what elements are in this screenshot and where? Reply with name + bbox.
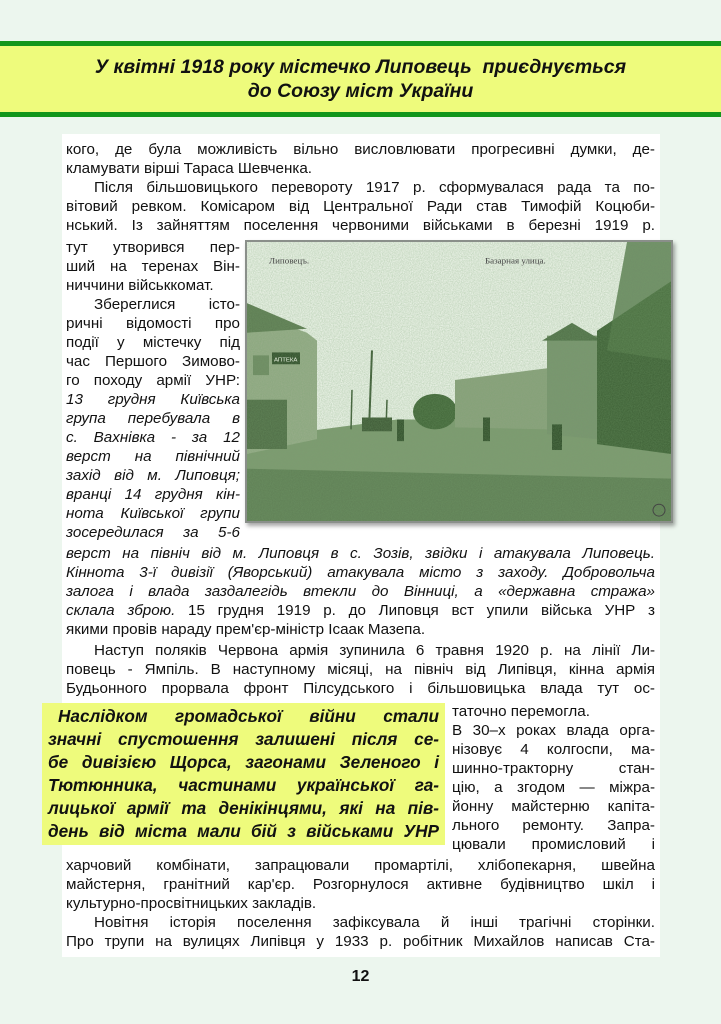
callout-line: лицької армії та денікінцями, які на пів- bbox=[48, 798, 439, 818]
body-line: вітовий ревком. Комісаром від Центральної Ради став Тимофій Коцюби- bbox=[66, 198, 655, 215]
body-line: шинно-тракторну стан- bbox=[452, 760, 655, 777]
callout-line: Тютюнника, частинами української га- bbox=[48, 775, 439, 795]
pharmacy-sign-text: АПТЕКА bbox=[274, 357, 298, 364]
callout-line: день від міста мали бій з військами УНР bbox=[48, 821, 439, 841]
body-line-italic: залога і влада заздалегідь втекли до Вінниці, а «державна стража» bbox=[66, 583, 655, 600]
body-line-italic: верст на північний bbox=[66, 448, 240, 465]
body-line: цювали промисловий і bbox=[452, 836, 655, 853]
callout-line: значні спустошення залишені після се- bbox=[48, 729, 439, 749]
chapter-title-line-1: У квітні 1918 року містечко Липовець приєднується bbox=[94, 56, 627, 78]
historic-street-photo bbox=[245, 240, 673, 523]
body-line: Будьонного прорвала фронт Пілсудського і більшовицька влада тут ос- bbox=[66, 680, 655, 697]
body-line: харчовий комбінати, запрацювали промартілі, хлібопекарня, швейна bbox=[66, 857, 655, 874]
body-line-italic: верст на північ від м. Липовця в с. Зозів, звідки і атакувала Липовець. bbox=[66, 545, 655, 562]
photo-caption-left: Липовецъ. bbox=[269, 255, 310, 266]
body-line: Новітня історія поселення зафіксувала й інші трагічні сторінки. bbox=[94, 914, 655, 931]
body-line: таточно перемогла. bbox=[452, 703, 590, 720]
normal-fragment: 15 грудня 1919 р. до Липовця вст упили війська УНР з bbox=[175, 602, 655, 619]
body-line: кого, де була можливість вільно висловлювати прогресивні думки, де- bbox=[66, 141, 655, 158]
body-line-mixed bbox=[66, 601, 655, 620]
body-line: майстерня, гранітний кар'єр. Розгорнулося активне будівництво шкіл і bbox=[66, 876, 655, 893]
body-line-italic: група перебувала в bbox=[66, 410, 240, 427]
body-line-italic: Кіннота 3-ї дивізії (Яворський) атакувала місто з заходу. Добровольча bbox=[66, 564, 655, 581]
callout-line: Наслідком громадської війни стали bbox=[58, 706, 439, 726]
body-line: час Першого Зимово- bbox=[66, 353, 240, 370]
body-line: Про трупи на вулицях Липівця у 1933 р. робітник Михайлов написав Ста- bbox=[66, 933, 655, 950]
body-line: льного ремонту. Запра- bbox=[452, 817, 655, 834]
body-line-italic: вранці 14 грудня кін- bbox=[66, 486, 240, 503]
body-line: В 30–х роках влада орга- bbox=[452, 722, 655, 739]
body-line: події у містечку під bbox=[66, 334, 240, 351]
body-line: Збереглися істо- bbox=[94, 296, 240, 313]
body-line: ниччини військкомат. bbox=[66, 277, 214, 294]
page-number: 12 bbox=[351, 968, 370, 985]
body-line: ший на теренах Він- bbox=[66, 258, 240, 275]
body-line: нський. Із зайняттям поселення червоними військами в березні 1919 р. bbox=[66, 217, 655, 234]
body-line-italic: зосередилася за 5-6 bbox=[66, 524, 240, 541]
callout-line: бе дивізією Щорса, загонами Зеленого і bbox=[48, 752, 439, 772]
body-line: Наступ поляків Червона армія зупинила 6 травня 1920 р. на лінії Ли- bbox=[94, 642, 655, 659]
street-scene-illustration bbox=[247, 242, 671, 521]
body-line: цію, а згодом — міжра- bbox=[452, 779, 655, 796]
body-line: йонну майстерню капіта- bbox=[452, 798, 655, 815]
chapter-title-band bbox=[0, 41, 721, 117]
body-line: кламувати вірші Тараса Шевченка. bbox=[66, 160, 313, 177]
body-line: Після більшовицького перевороту 1917 р. сформувалася рада та по- bbox=[94, 179, 655, 196]
body-line: культурно-просвітницьких закладів. bbox=[66, 895, 317, 912]
body-line: нізовує 4 колгоспи, ма- bbox=[452, 741, 655, 758]
body-line-italic: захід від м. Липовця; bbox=[66, 467, 240, 484]
body-line: повець - Ямпіль. В наступному місяці, на північ від Липівця, кінна армія bbox=[66, 661, 655, 678]
highlight-callout bbox=[42, 703, 445, 845]
body-line: го походу армії УНР: bbox=[66, 372, 240, 389]
body-line-italic: нота Київської групи bbox=[66, 505, 240, 522]
photo-caption-right: Базарная улица. bbox=[485, 255, 546, 266]
body-line-italic: с. Вахнівка - за 12 bbox=[66, 429, 240, 446]
body-line: ричні відомості про bbox=[66, 315, 240, 332]
body-line: якими провів нараду прем'єр-міністр Ісаак Мазепа. bbox=[66, 621, 426, 638]
body-line: тут утворився пер- bbox=[66, 239, 240, 256]
body-line-italic: 13 грудня Київська bbox=[66, 391, 240, 408]
chapter-title-line-2: до Союзу міст України bbox=[247, 80, 474, 102]
italic-fragment: склала зброю. bbox=[66, 602, 176, 619]
